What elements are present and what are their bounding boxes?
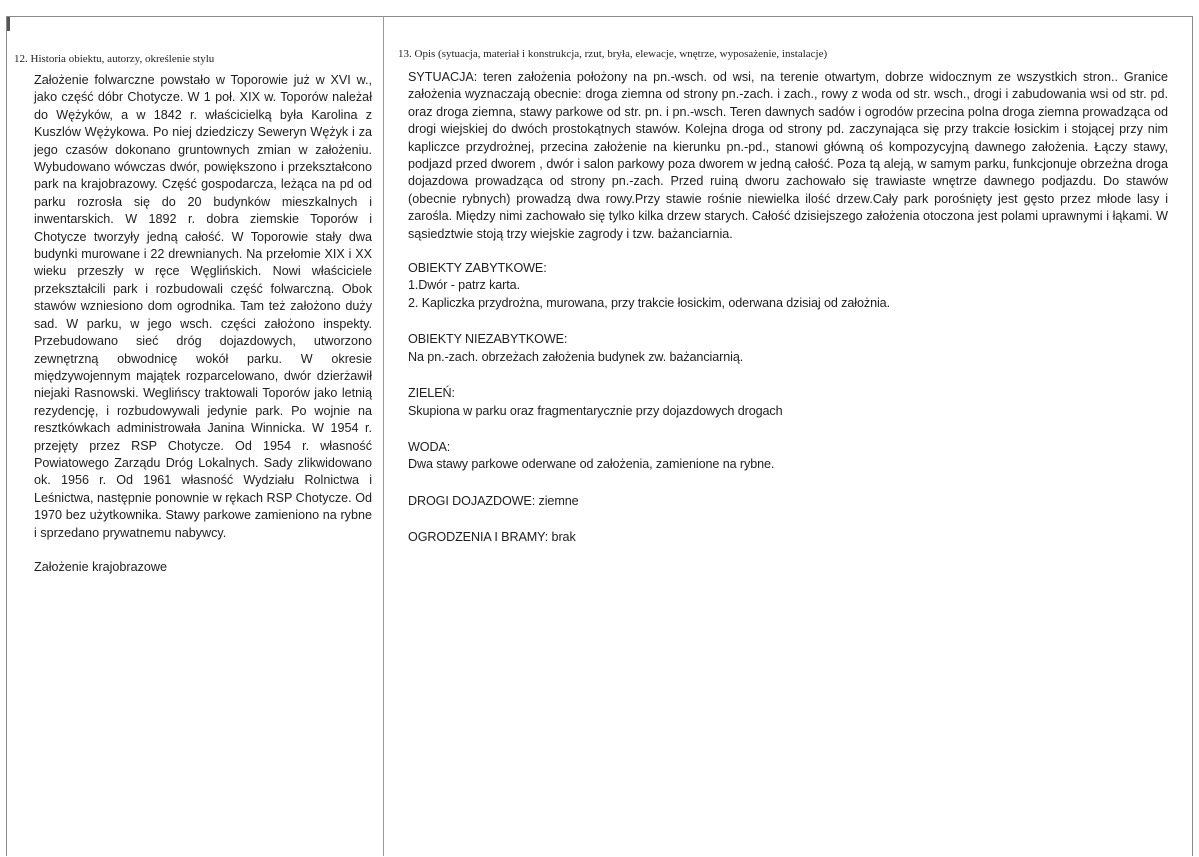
- greenery-label: ZIELEŃ:: [408, 386, 455, 401]
- greenery-section: [398, 385, 1168, 420]
- fences-text: OGRODZENIA I BRAMY: brak: [408, 530, 576, 545]
- greenery-text: Skupiona w parku oraz fragmentarycznie przy dojazdowych drogach: [408, 403, 783, 418]
- non-monuments-text: Na pn.-zach. obrzeżach założenia budynek zw. bażanciarnią.: [408, 349, 744, 364]
- non-monuments-label: OBIEKTY NIEZABYTKOWE:: [408, 332, 568, 347]
- history-column: [14, 52, 374, 576]
- situation-text: SYTUACJA: teren założenia położony na pn.-wsch. od wsi, na terenie otwartym, dobrze widocznym ze wszystkich stron.. Granice założenia wyznaczają obecnie: droga ziemna od strony pn.-zach. i zach., rowy z woda od str. wsch., drogi i zabudowania wsi od str. pd. oraz droga ziemna, stawy parkowe od str. pn. i pn.-wsch. Teren dawnych sadów i ogrodów przecina polna droga ziemna prowadząca od drogi wiejskiej do dwóch prostokątnych stawów. Kolejna droga od strony pd. zaczynająca się przy trakcie łosickim i stojącej przy nim kapliczce przydrożnej, przecina założenie na kierunku pn.-pd., stanowi główną oś kompozycyjną dawnego założenia. Łączy stawy, podjazd przed dworem , dwór i salon parkowy poza dworem w jedną całość. Poza tą aleją, w samym parku, funkcjonuje obrzeżna droga dojazdowa prowadząca od strony pn.-zach. Przed ruiną dworu zachowało się trawiaste wnętrze dawnego podjazdu. Do stawów (obecnie rybnych) prowadzą dwa rowy.Przy stawie rośnie niewielka ilość drzew.Cały park porośnięty jest gęsto przez młode lasy i zarośla. Między nimi zachowało się tylko kilka drzew starych. Całość dzisiejszego założenia otoczona jest polami uprawnymi i łąkami. W sąsiedztwie stoją trzy wiejskie zagrody i tzw. bażanciarnia.: [408, 70, 1168, 241]
- page-edge-mark: [7, 17, 10, 31]
- roads-text: DROGI DOJAZDOWE: ziemne: [408, 493, 579, 508]
- water-text: Dwa stawy parkowe oderwane od założenia, zamienione na rybne.: [408, 457, 775, 472]
- fences-section: [398, 529, 1168, 546]
- non-monuments-section: [398, 331, 1168, 366]
- roads-section: [398, 493, 1168, 510]
- column-divider: [383, 16, 384, 856]
- monuments-section: [398, 260, 1168, 312]
- monuments-label: OBIEKTY ZABYTKOWE:: [408, 261, 547, 276]
- water-label: WODA:: [408, 439, 451, 454]
- history-text: Założenie folwarczne powstało w Toporowie już w XVI w., jako część dóbr Chotycze. W 1 poł. XIX w. Toporów należał do Wężyków, a w 1842 r. właścicielką była Karolina z Kuszlów Wężykowa. Po niej dziedziczy Seweryn Wężyk i za jego czasów dokonano gruntownych zmian w założeniu. Wybudowano wówczas dwór, powiększono i przekształcono park na krajobrazowy. Część gospodarcza, leżąca na pd od parku rozrosła się do 20 budynków mieszkalnych i inwentarskich. W 1892 r. dobra ziemskie Toporów i Chotycze tworzyły jedną całość. W Toporowie stały dwa budynki murowane i 22 drewnianych. Na przełomie XIX i XX wieku przeszły w ręce Węglińskich. Nowi właściciele przekształcili park i rozbudowali część folwarczną. Obok stawów wzniesiono dom ogrodnika. Tam też założono duży sad. W parku, w jego wsch. części założono inspekty. Przebudowano sieć dróg dojazdowych, utworzono zewnętrzną obwodnicę wokół parku. W okresie międzywojennym majątek rozparcelowano, dwór dzierżawił niejaki Rasnowski. Weglińscy traktowali Toporów jako letnią rezydencję, i rozbudowywali jedynie park. Po wojnie na resztkówkach administrowała Janina Winnicka. W 1954 r. przejęty przez RSP Chotycze. Od 1954 r. własność Powiatowego Zarządu Dróg Lokalnych. Sady zlikwidowano ok. 1956 r. Od 1961 własność Wydziału Rolnictwa i Leśnictwa, następnie ponownie w rękach RSP Chotycze. Od 1970 bez użytkownika. Stawy parkowe zamieniono na rybne i sprzedano prywatnemu nabywcy.: [34, 73, 372, 540]
- style-text: Założenie krajobrazowe: [34, 559, 168, 574]
- water-section: [398, 439, 1168, 474]
- description-heading: 13. Opis (sytuacja, materiał i konstrukcja, rzut, bryła, elewacje, wnętrze, wyposażenie, instalacje): [398, 48, 828, 60]
- description-column: [398, 47, 1168, 547]
- history-heading: 12. Historia obiektu, autorzy, określenie stylu: [14, 53, 215, 65]
- monument-item: 1.Dwór - patrz karta.: [408, 278, 520, 293]
- monument-item: 2. Kapliczka przydrożna, murowana, przy trakcie łosickim, oderwana dzisiaj od założnia.: [408, 295, 890, 310]
